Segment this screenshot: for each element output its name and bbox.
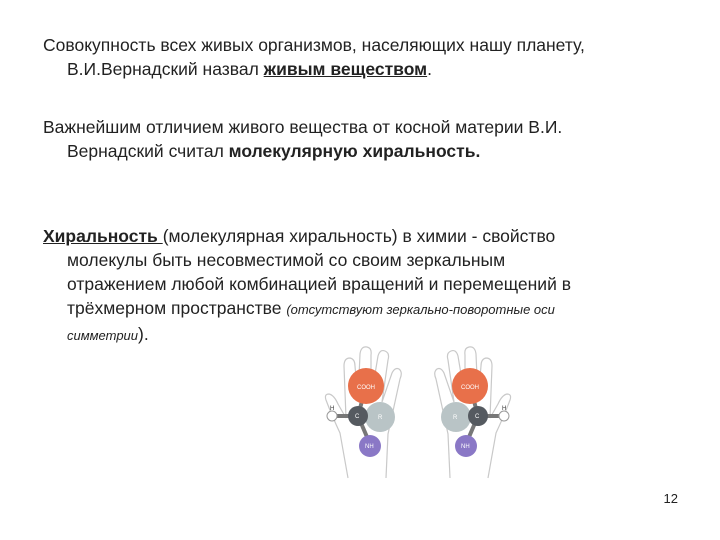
p1-line2-text: В.И.Вернадский назвал [67,59,264,79]
symmetry-note-b: симметрии [67,328,139,343]
page-number: 12 [663,491,678,506]
hydrogen-atom-left [327,411,337,421]
paragraph-difference [43,115,683,163]
term-molecular-chirality: молекулярную хиральность. [228,141,481,161]
label-nh-right: NH [461,444,470,450]
label-cooh-right: COOH [461,385,479,391]
label-c-right: C [475,414,480,420]
label-r-left: R [378,415,383,421]
hydrogen-atom-right [499,411,509,421]
label-cooh-left: COOH [357,385,375,391]
p1-line2-end: . [427,59,432,79]
term-chirality: Хиральность [43,226,163,246]
p1-line1: Совокупность всех живых организмов, населяющих нашу планету, [43,35,585,55]
term-living-matter: живым веществом [263,59,428,79]
p3-line4 [43,296,683,322]
p3-line1-text: (молекулярная хиральность) в химии - свойство [162,226,556,246]
p3-line3: отражением любой комбинацией вращений и перемещений в [67,274,572,294]
paragraph-living-matter [43,33,683,81]
p2-line2-text: Вернадский считал [67,141,229,161]
p3-line4-text: трёхмерном пространстве [67,298,287,318]
p3-line1 [43,224,683,248]
p2-line1: Важнейшим отличием живого вещества от косной материи В.И. [43,117,563,137]
label-h-left: H [330,406,335,412]
paragraph-chirality-definition [43,224,683,348]
label-r-right: R [453,415,458,421]
p2-line2 [43,139,683,163]
p3-line5-end: ). [138,324,149,344]
label-h-right: H [502,406,507,412]
label-nh-left: NH [365,444,374,450]
p1-line2 [43,57,683,81]
p3-line2: молекулы быть несовместимой со своим зеркальным [67,250,506,270]
chiral-hands-figure [318,338,518,488]
symmetry-note-a: (отсутствуют зеркально-поворотные оси [286,302,555,317]
label-c-left: C [355,414,360,420]
